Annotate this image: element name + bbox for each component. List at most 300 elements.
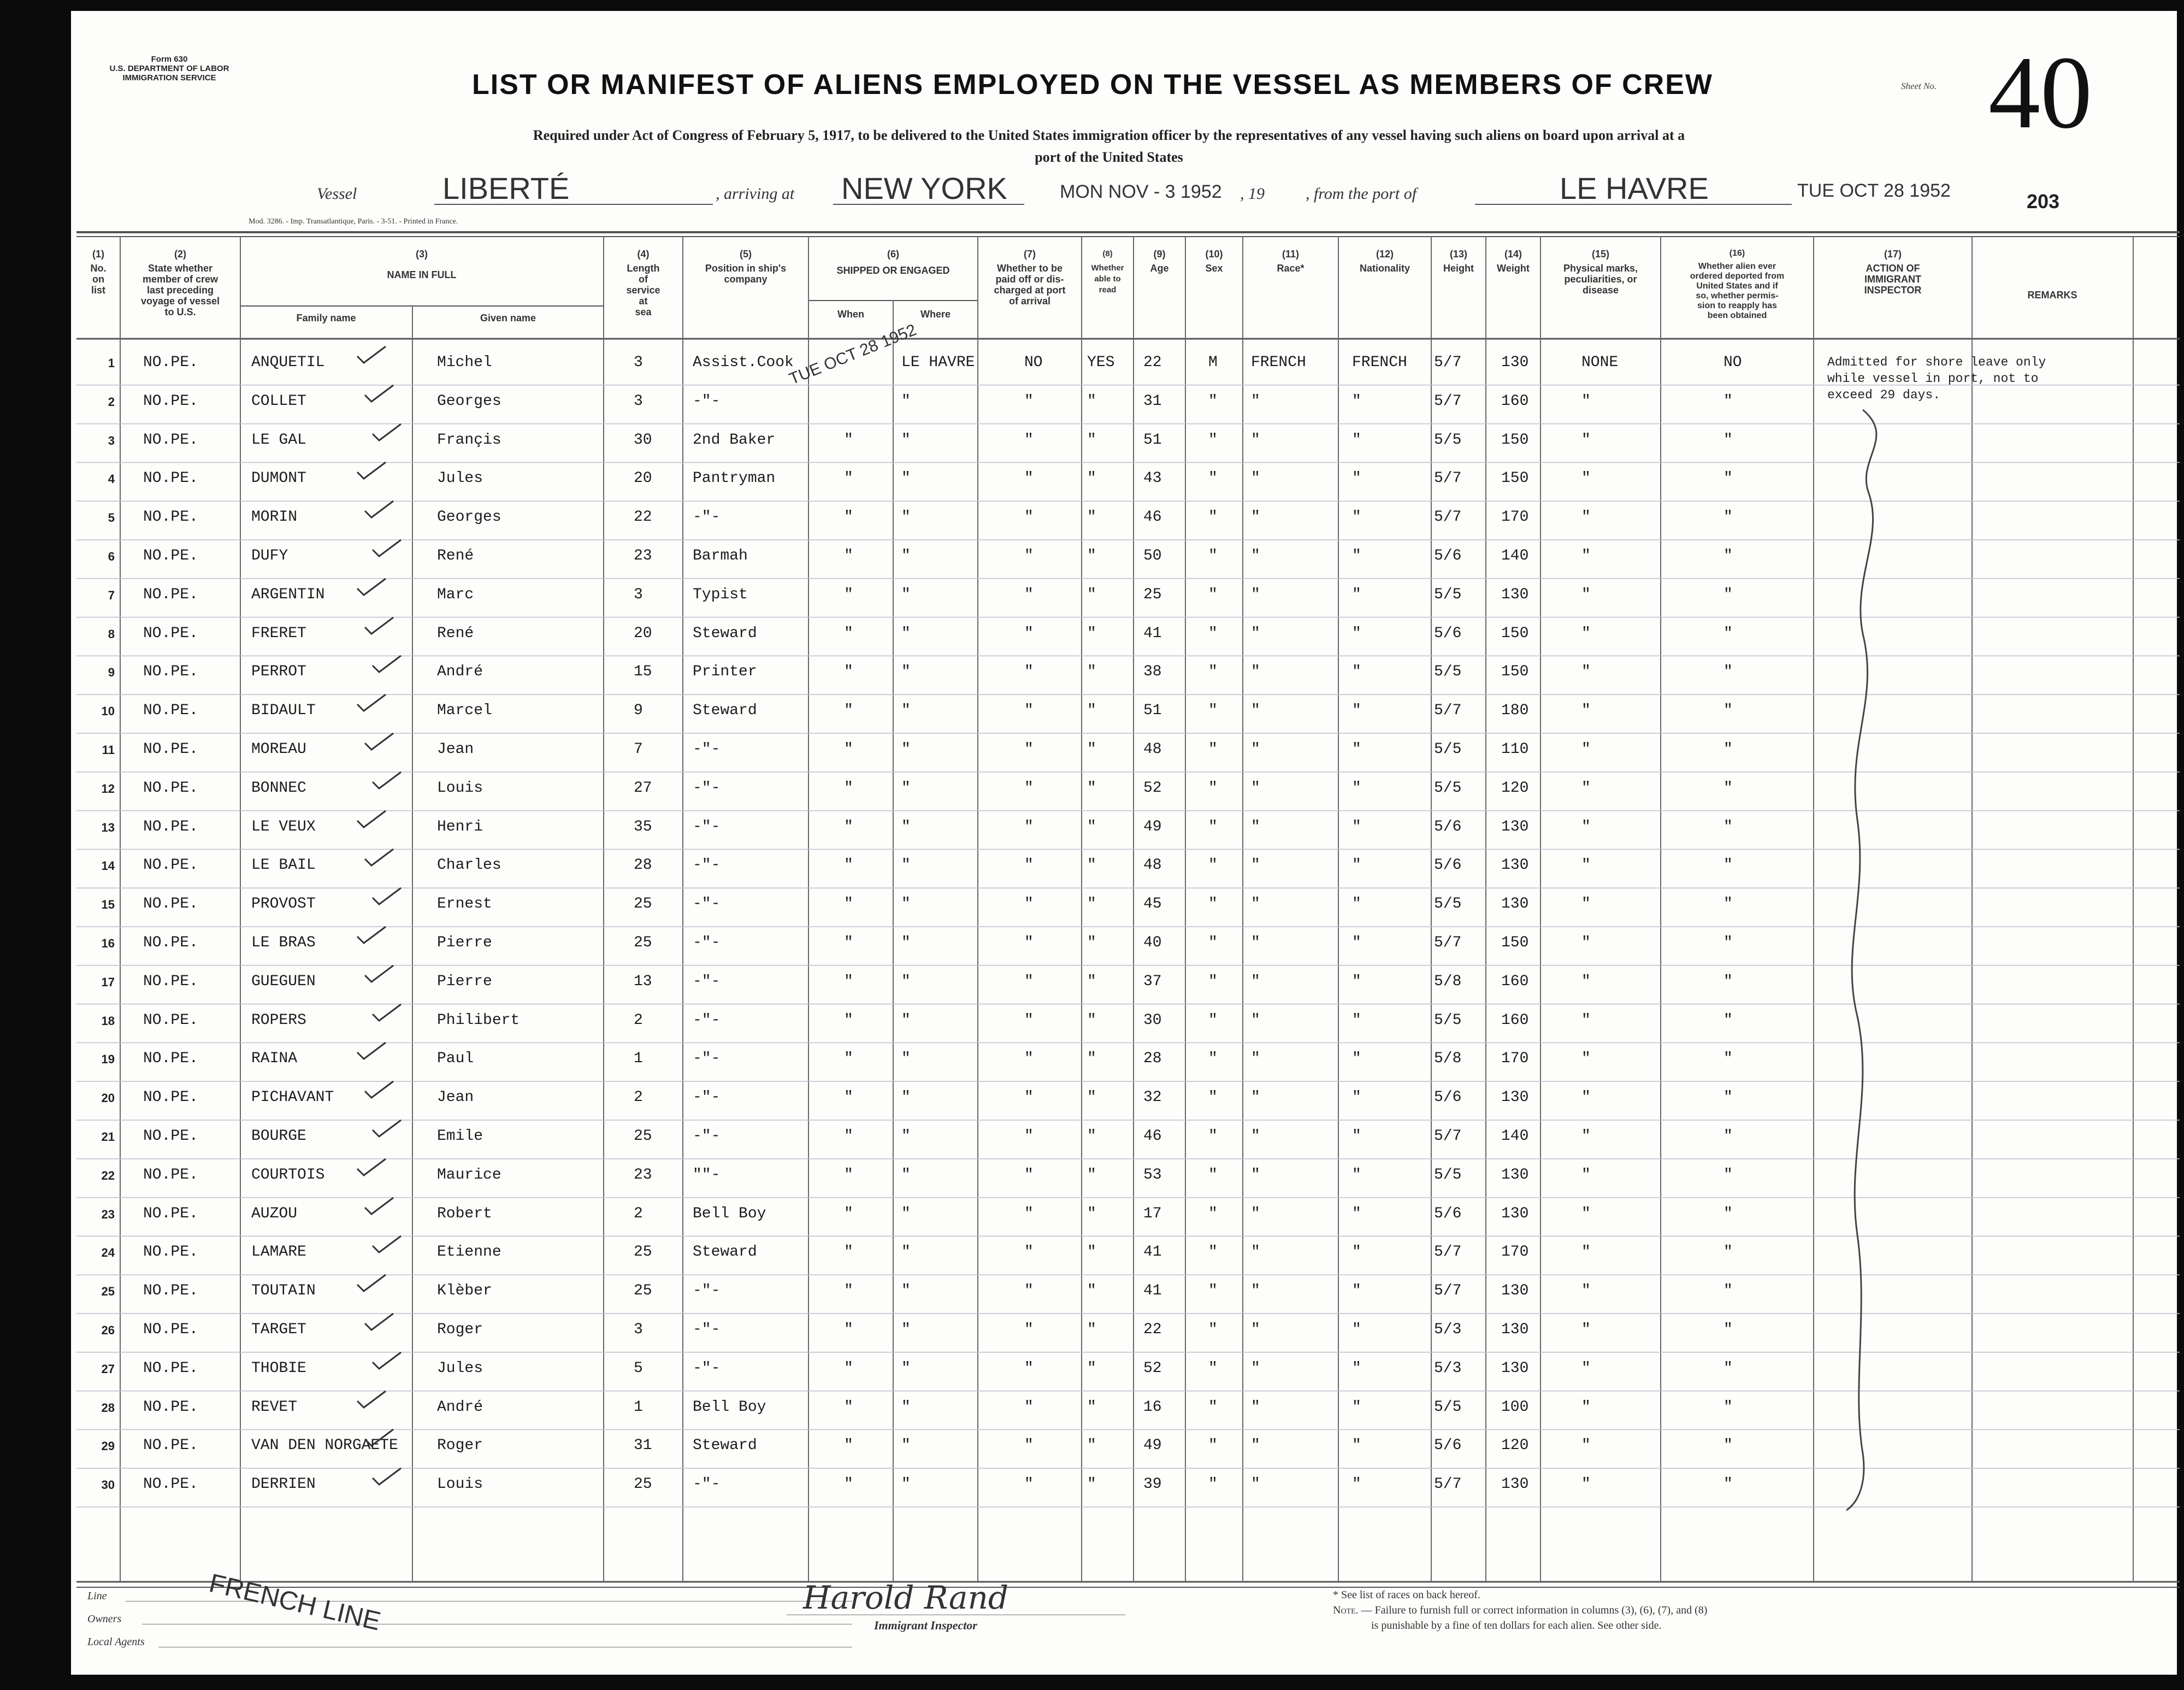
cell-paid-off: " (1024, 1437, 1034, 1455)
cell-able-to-read: " (1087, 1437, 1096, 1455)
cell-deported: " (1723, 1359, 1733, 1377)
cell-service: 15 (634, 663, 652, 681)
cell-state: NO.PE. (143, 934, 198, 951)
cell-physical-marks: " (1581, 1398, 1591, 1416)
footer-notes (1333, 1587, 1707, 1633)
penalty-note (1333, 1603, 1707, 1618)
cell-paid-off: " (1024, 973, 1034, 990)
row-number: 16 (101, 937, 115, 950)
cell-service: 25 (634, 1244, 652, 1261)
cell-weight: 150 (1501, 431, 1529, 449)
inspector-action-line: while vessel in port, not to (1827, 372, 2039, 386)
row-number: 21 (101, 1130, 115, 1144)
cell-position: -"- (693, 896, 721, 913)
cell-nationality: " (1352, 934, 1361, 951)
header-col-7-line: of arrival (1008, 296, 1051, 307)
cell-nationality: " (1352, 1437, 1361, 1455)
sheet-number-label: Sheet No. (1901, 81, 1937, 91)
cell-able-to-read: " (1087, 431, 1096, 449)
department-name: U.S. DEPARTMENT OF LABOR (109, 64, 229, 73)
cell-physical-marks: " (1581, 1476, 1591, 1493)
service-name: IMMIGRATION SERVICE (122, 73, 216, 83)
cell-paid-off: " (1024, 509, 1034, 526)
cell-state: NO.PE. (143, 625, 198, 642)
cell-paid-off: " (1024, 702, 1034, 720)
cell-able-to-read: " (1087, 1321, 1096, 1338)
cell-family-name: COLLET (251, 392, 306, 410)
cell-paid-off: " (1024, 741, 1034, 758)
row-number: 7 (108, 588, 115, 602)
cell-state: NO.PE. (143, 1205, 198, 1222)
cell-state: NO.PE. (143, 1050, 198, 1068)
cell-weight: 110 (1501, 741, 1529, 758)
sheet-code: 203 (2027, 190, 2060, 213)
cell-age: 48 (1143, 857, 1162, 874)
cell-nationality: " (1352, 1244, 1361, 1261)
cell-able-to-read: " (1087, 1398, 1096, 1416)
cell-able-to-read: " (1087, 857, 1096, 874)
cell-deported: " (1723, 663, 1733, 681)
arriving-port: NEW YORK (841, 171, 1007, 205)
header-col-9-line: (9) (1153, 249, 1166, 260)
header-col-1-line: No. (90, 263, 107, 274)
cell-shipped-where: LE HAVRE (901, 354, 975, 371)
row-number: 14 (101, 859, 115, 873)
cell-able-to-read: " (1087, 741, 1096, 758)
row-number: 1 (108, 356, 115, 370)
cell-shipped-when: " (844, 896, 853, 913)
cell-able-to-read: " (1087, 934, 1096, 951)
cell-height: 5/7 (1434, 1244, 1462, 1261)
cell-paid-off: " (1024, 1398, 1034, 1416)
cell-sex: " (1208, 1050, 1218, 1068)
cell-shipped-when: " (844, 1476, 853, 1493)
cell-service: 31 (634, 1437, 652, 1455)
cell-height: 5/5 (1434, 779, 1462, 797)
cell-service: 25 (634, 934, 652, 951)
cell-service: 7 (634, 741, 643, 758)
cell-family-name: TARGET (251, 1321, 306, 1338)
header-col-15-line: disease (1582, 285, 1619, 296)
from-port-label: , from the port of (1306, 185, 1417, 203)
cell-race: " (1251, 1244, 1260, 1261)
note-label: Note. (1333, 1604, 1359, 1616)
cell-shipped-where: " (901, 1321, 911, 1338)
cell-physical-marks: " (1581, 702, 1591, 720)
cell-age: 49 (1143, 1437, 1162, 1455)
cell-deported: " (1723, 431, 1733, 449)
cell-sex: " (1208, 470, 1218, 487)
cell-weight: 150 (1501, 663, 1529, 681)
cell-family-name: ROPERS (251, 1011, 306, 1029)
row-number: 11 (102, 743, 115, 757)
cell-shipped-where: " (901, 509, 911, 526)
cell-nationality: " (1352, 702, 1361, 720)
vessel-name: LIBERTÉ (442, 171, 570, 205)
cell-sex: " (1208, 1359, 1218, 1377)
cell-nationality: " (1352, 509, 1361, 526)
cell-paid-off: " (1024, 1166, 1034, 1183)
cell-service: 3 (634, 586, 643, 603)
check-mark-icon (355, 576, 388, 597)
cell-paid-off: " (1024, 1205, 1034, 1222)
cell-given-name: Henri (437, 818, 483, 835)
cell-shipped-where: " (901, 1437, 911, 1455)
cell-nationality: " (1352, 586, 1361, 603)
cell-deported: " (1723, 625, 1733, 642)
cell-shipped-when: " (844, 1011, 853, 1029)
inspector-action (1827, 354, 2073, 403)
check-mark-icon (363, 963, 396, 984)
row-number: 6 (108, 550, 115, 563)
cell-state: NO.PE. (143, 1398, 198, 1416)
header-col-10-line: Sex (1205, 263, 1223, 274)
cell-family-name: DUMONT (251, 470, 306, 487)
inspector-action-line: Admitted for shore leave only (1827, 355, 2046, 369)
cell-state: NO.PE. (143, 896, 198, 913)
cell-given-name: Charles (437, 857, 501, 874)
page-title: LIST OR MANIFEST OF ALIENS EMPLOYED ON THE VESSEL AS MEMBERS OF CREW (472, 69, 1713, 101)
cell-paid-off: " (1024, 934, 1034, 951)
cell-physical-marks: " (1581, 818, 1591, 835)
cell-given-name: André (437, 663, 483, 681)
cell-sex: " (1208, 392, 1218, 410)
check-mark-icon (355, 344, 388, 365)
cell-deported: " (1723, 1128, 1733, 1145)
cell-weight: 180 (1501, 702, 1529, 720)
cell-physical-marks: " (1581, 973, 1591, 990)
cell-deported: " (1723, 973, 1733, 990)
cell-state: NO.PE. (143, 1476, 198, 1493)
check-mark-icon (363, 1196, 396, 1216)
cell-paid-off: NO (1024, 354, 1043, 371)
cell-shipped-when: " (844, 1437, 853, 1455)
cell-shipped-when: " (844, 818, 853, 835)
row-number: 27 (101, 1362, 115, 1376)
cell-height: 5/5 (1434, 896, 1462, 913)
cell-race: " (1251, 1011, 1260, 1029)
cell-nationality: FRENCH (1352, 354, 1407, 371)
header-col-15-line: Physical marks, (1563, 263, 1638, 274)
header-col-1 (78, 249, 119, 336)
cell-deported: " (1723, 818, 1733, 835)
cell-physical-marks: " (1581, 857, 1591, 874)
header-col-12-line: (12) (1376, 249, 1394, 260)
cell-family-name: FRERET (251, 625, 306, 642)
cell-physical-marks: " (1581, 934, 1591, 951)
cell-deported: " (1723, 1321, 1733, 1338)
cell-paid-off: " (1024, 663, 1034, 681)
cell-age: 45 (1143, 896, 1162, 913)
cell-weight: 130 (1501, 1282, 1529, 1300)
cell-family-name: BONNEC (251, 779, 306, 797)
cell-position: Pantryman (693, 470, 776, 487)
cell-shipped-when: " (844, 702, 853, 720)
cell-weight: 160 (1501, 973, 1529, 990)
header-col-5 (684, 249, 807, 336)
cell-family-name: PICHAVANT (251, 1089, 334, 1106)
inspector-signature: Harold Rand (803, 1579, 1008, 1616)
cell-height: 5/7 (1434, 470, 1462, 487)
cell-able-to-read: " (1087, 1359, 1096, 1377)
check-mark-icon (370, 422, 403, 443)
cell-paid-off: " (1024, 470, 1034, 487)
header-family-name: Family name (296, 313, 356, 323)
cell-height: 5/3 (1434, 1359, 1462, 1377)
header-col-2-line: (2) (174, 249, 186, 260)
header-col-5-line: Position in ship's (705, 263, 787, 274)
header-col-13 (1432, 249, 1485, 336)
cell-nationality: " (1352, 547, 1361, 564)
cell-family-name: ARGENTIN (251, 586, 325, 603)
cell-height: 5/7 (1434, 392, 1462, 410)
cell-race: " (1251, 392, 1260, 410)
cell-service: 2 (634, 1011, 643, 1029)
check-mark-icon (363, 731, 396, 752)
cell-position: Typist (693, 586, 748, 603)
year-prefix: , 19 (1240, 185, 1265, 203)
cell-given-name: Klèber (437, 1282, 492, 1300)
cell-nationality: " (1352, 663, 1361, 681)
header-col-14 (1487, 249, 1539, 336)
cell-sex: " (1208, 741, 1218, 758)
cell-nationality: " (1352, 818, 1361, 835)
row-number: 8 (108, 627, 115, 641)
cell-shipped-when: " (844, 1244, 853, 1261)
row-number: 23 (101, 1207, 115, 1221)
header-col-4 (605, 249, 682, 336)
cell-state: NO.PE. (143, 741, 198, 758)
cell-shipped-where: " (901, 431, 911, 449)
cell-service: 1 (634, 1050, 643, 1068)
cell-race: " (1251, 1205, 1260, 1222)
header-col-16-line: (16) (1729, 249, 1745, 258)
cell-service: 22 (634, 509, 652, 526)
cell-service: 23 (634, 1166, 652, 1183)
cell-nationality: " (1352, 1359, 1361, 1377)
cell-service: 35 (634, 818, 652, 835)
header-col-2-line: voyage of vessel (140, 296, 220, 307)
cell-shipped-where: " (901, 1205, 911, 1222)
cell-state: NO.PE. (143, 431, 198, 449)
cell-sex: " (1208, 431, 1218, 449)
header-remarks: REMARKS (2027, 290, 2077, 301)
cell-service: 9 (634, 702, 643, 720)
check-mark-icon (370, 538, 403, 558)
cell-shipped-when: " (844, 779, 853, 797)
header-col-13-line: (13) (1449, 249, 1467, 260)
cell-height: 5/7 (1434, 1128, 1462, 1145)
cell-service: 30 (634, 431, 652, 449)
cell-nationality: " (1352, 896, 1361, 913)
cell-weight: 130 (1501, 896, 1529, 913)
cell-weight: 130 (1501, 1476, 1529, 1493)
inspector-action-line: exceed 29 days. (1827, 388, 1941, 402)
cell-weight: 150 (1501, 625, 1529, 642)
cell-race: " (1251, 1476, 1260, 1493)
cell-family-name: RAINA (251, 1050, 298, 1068)
header-col-8-line: read (1099, 285, 1117, 295)
cell-sex: " (1208, 547, 1218, 564)
note-text-2: is punishable by a fine of ten dollars for each alien. See other side. (1371, 1620, 1662, 1632)
cell-family-name: VAN DEN NORGAETE (251, 1437, 398, 1455)
cell-sex: " (1208, 1011, 1218, 1029)
cell-race: " (1251, 1321, 1260, 1338)
cell-race: " (1251, 741, 1260, 758)
header-col-6-number: (6) (887, 249, 899, 260)
cell-paid-off: " (1024, 1011, 1034, 1029)
cell-shipped-when: " (844, 431, 853, 449)
cell-able-to-read: " (1087, 547, 1096, 564)
cell-given-name: Roger (437, 1321, 483, 1338)
cell-service: 27 (634, 779, 652, 797)
cell-service: 13 (634, 973, 652, 990)
cell-paid-off: " (1024, 392, 1034, 410)
cell-age: 52 (1143, 779, 1162, 797)
cell-shipped-when: " (844, 1166, 853, 1183)
row-number: 13 (101, 820, 115, 834)
row-number: 20 (101, 1091, 115, 1105)
cell-state: NO.PE. (143, 818, 198, 835)
cell-able-to-read: " (1087, 1244, 1096, 1261)
cell-able-to-read: " (1087, 818, 1096, 835)
cell-position: -"- (693, 1128, 721, 1145)
cell-height: 5/5 (1434, 1166, 1462, 1183)
cell-service: 25 (634, 1128, 652, 1145)
cell-able-to-read: " (1087, 1205, 1096, 1222)
cell-weight: 130 (1501, 586, 1529, 603)
cell-state: NO.PE. (143, 470, 198, 487)
cell-age: 28 (1143, 1050, 1162, 1068)
row-number: 19 (101, 1052, 115, 1067)
cell-family-name: BOURGE (251, 1128, 306, 1145)
cell-state: NO.PE. (143, 973, 198, 990)
cell-race: " (1251, 431, 1260, 449)
row-number: 28 (101, 1400, 115, 1415)
cell-family-name: MORIN (251, 509, 298, 526)
header-col-16 (1662, 249, 1813, 336)
cell-family-name: PERROT (251, 663, 306, 681)
cell-weight: 120 (1501, 779, 1529, 797)
cell-physical-marks: " (1581, 1244, 1591, 1261)
cell-family-name: LE GAL (251, 431, 306, 449)
cell-shipped-when: " (844, 1089, 853, 1106)
cell-weight: 120 (1501, 1437, 1529, 1455)
cell-given-name: Philibert (437, 1011, 520, 1029)
cell-weight: 160 (1501, 1011, 1529, 1029)
cell-sex: " (1208, 1089, 1218, 1106)
cell-shipped-where: " (901, 586, 911, 603)
check-mark-icon (370, 886, 403, 906)
cell-shipped-when: " (844, 1398, 853, 1416)
check-mark-icon (355, 1389, 388, 1410)
cell-height: 5/5 (1434, 586, 1462, 603)
header-col-11 (1244, 249, 1337, 336)
cell-deported: " (1723, 509, 1733, 526)
cell-position: -"- (693, 818, 721, 835)
cell-weight: 170 (1501, 509, 1529, 526)
cell-shipped-when: " (844, 973, 853, 990)
cell-state: NO.PE. (143, 1282, 198, 1300)
cell-shipped-when: " (844, 934, 853, 951)
row-number: 2 (108, 394, 115, 409)
cell-shipped-where: " (901, 1244, 911, 1261)
subtitle-line-2: port of the United States (1035, 149, 1183, 165)
cell-deported: " (1723, 857, 1733, 874)
cell-paid-off: " (1024, 857, 1034, 874)
cell-shipped-when: " (844, 1359, 853, 1377)
header-col-14-line: Weight (1497, 263, 1530, 274)
cell-able-to-read: " (1087, 1166, 1096, 1183)
cell-family-name: DUFY (251, 547, 288, 564)
cell-weight: 170 (1501, 1244, 1529, 1261)
cell-weight: 130 (1501, 1089, 1529, 1106)
cell-age: 41 (1143, 1282, 1162, 1300)
cell-nationality: " (1352, 625, 1361, 642)
cell-sex: " (1208, 1321, 1218, 1338)
cell-deported: NO (1723, 354, 1742, 371)
cell-shipped-where: " (901, 1398, 911, 1416)
cell-height: 5/6 (1434, 1437, 1462, 1455)
row-number: 10 (101, 704, 115, 719)
cell-race: " (1251, 663, 1260, 681)
cell-physical-marks: " (1581, 470, 1591, 487)
cell-nationality: " (1352, 431, 1361, 449)
cell-height: 5/8 (1434, 1050, 1462, 1068)
cell-physical-marks: " (1581, 547, 1591, 564)
cell-physical-marks: " (1581, 663, 1591, 681)
header-col-2-line: member of crew (142, 274, 219, 285)
cell-able-to-read: " (1087, 586, 1096, 603)
cell-nationality: " (1352, 1011, 1361, 1029)
cell-nationality: " (1352, 1476, 1361, 1493)
cell-weight: 130 (1501, 1166, 1529, 1183)
cell-given-name: Paul (437, 1050, 474, 1068)
cell-state: NO.PE. (143, 1089, 198, 1106)
cell-shipped-when: " (844, 470, 853, 487)
cell-paid-off: " (1024, 1128, 1034, 1145)
cell-race: " (1251, 896, 1260, 913)
ditto-squiggle (1846, 404, 1988, 1530)
cell-height: 5/5 (1434, 1398, 1462, 1416)
cell-given-name: Georges (437, 509, 501, 526)
header-col-7-line: charged at port (994, 285, 1066, 296)
cell-given-name: Etienne (437, 1244, 501, 1261)
cell-race: " (1251, 779, 1260, 797)
row-number: 5 (108, 511, 115, 525)
cell-deported: " (1723, 779, 1733, 797)
cell-physical-marks: " (1581, 741, 1591, 758)
cell-age: 40 (1143, 934, 1162, 951)
cell-race: " (1251, 857, 1260, 874)
cell-age: 17 (1143, 1205, 1162, 1222)
cell-able-to-read: " (1087, 1282, 1096, 1300)
cell-nationality: " (1352, 470, 1361, 487)
cell-shipped-when: " (844, 857, 853, 874)
check-mark-icon (363, 1079, 396, 1100)
cell-shipped-where: " (901, 1050, 911, 1068)
cell-nationality: " (1352, 1089, 1361, 1106)
check-mark-icon (370, 1466, 403, 1487)
cell-position: Bell Boy (693, 1398, 766, 1416)
cell-height: 5/7 (1434, 354, 1462, 371)
cell-height: 5/6 (1434, 1089, 1462, 1106)
header-col-15-line: peculiarities, or (1564, 274, 1637, 285)
header-col-9-line: Age (1150, 263, 1169, 274)
header-col-17-line: IMMIGRANT (1864, 274, 1921, 285)
cell-sex: " (1208, 818, 1218, 835)
cell-able-to-read: " (1087, 470, 1096, 487)
